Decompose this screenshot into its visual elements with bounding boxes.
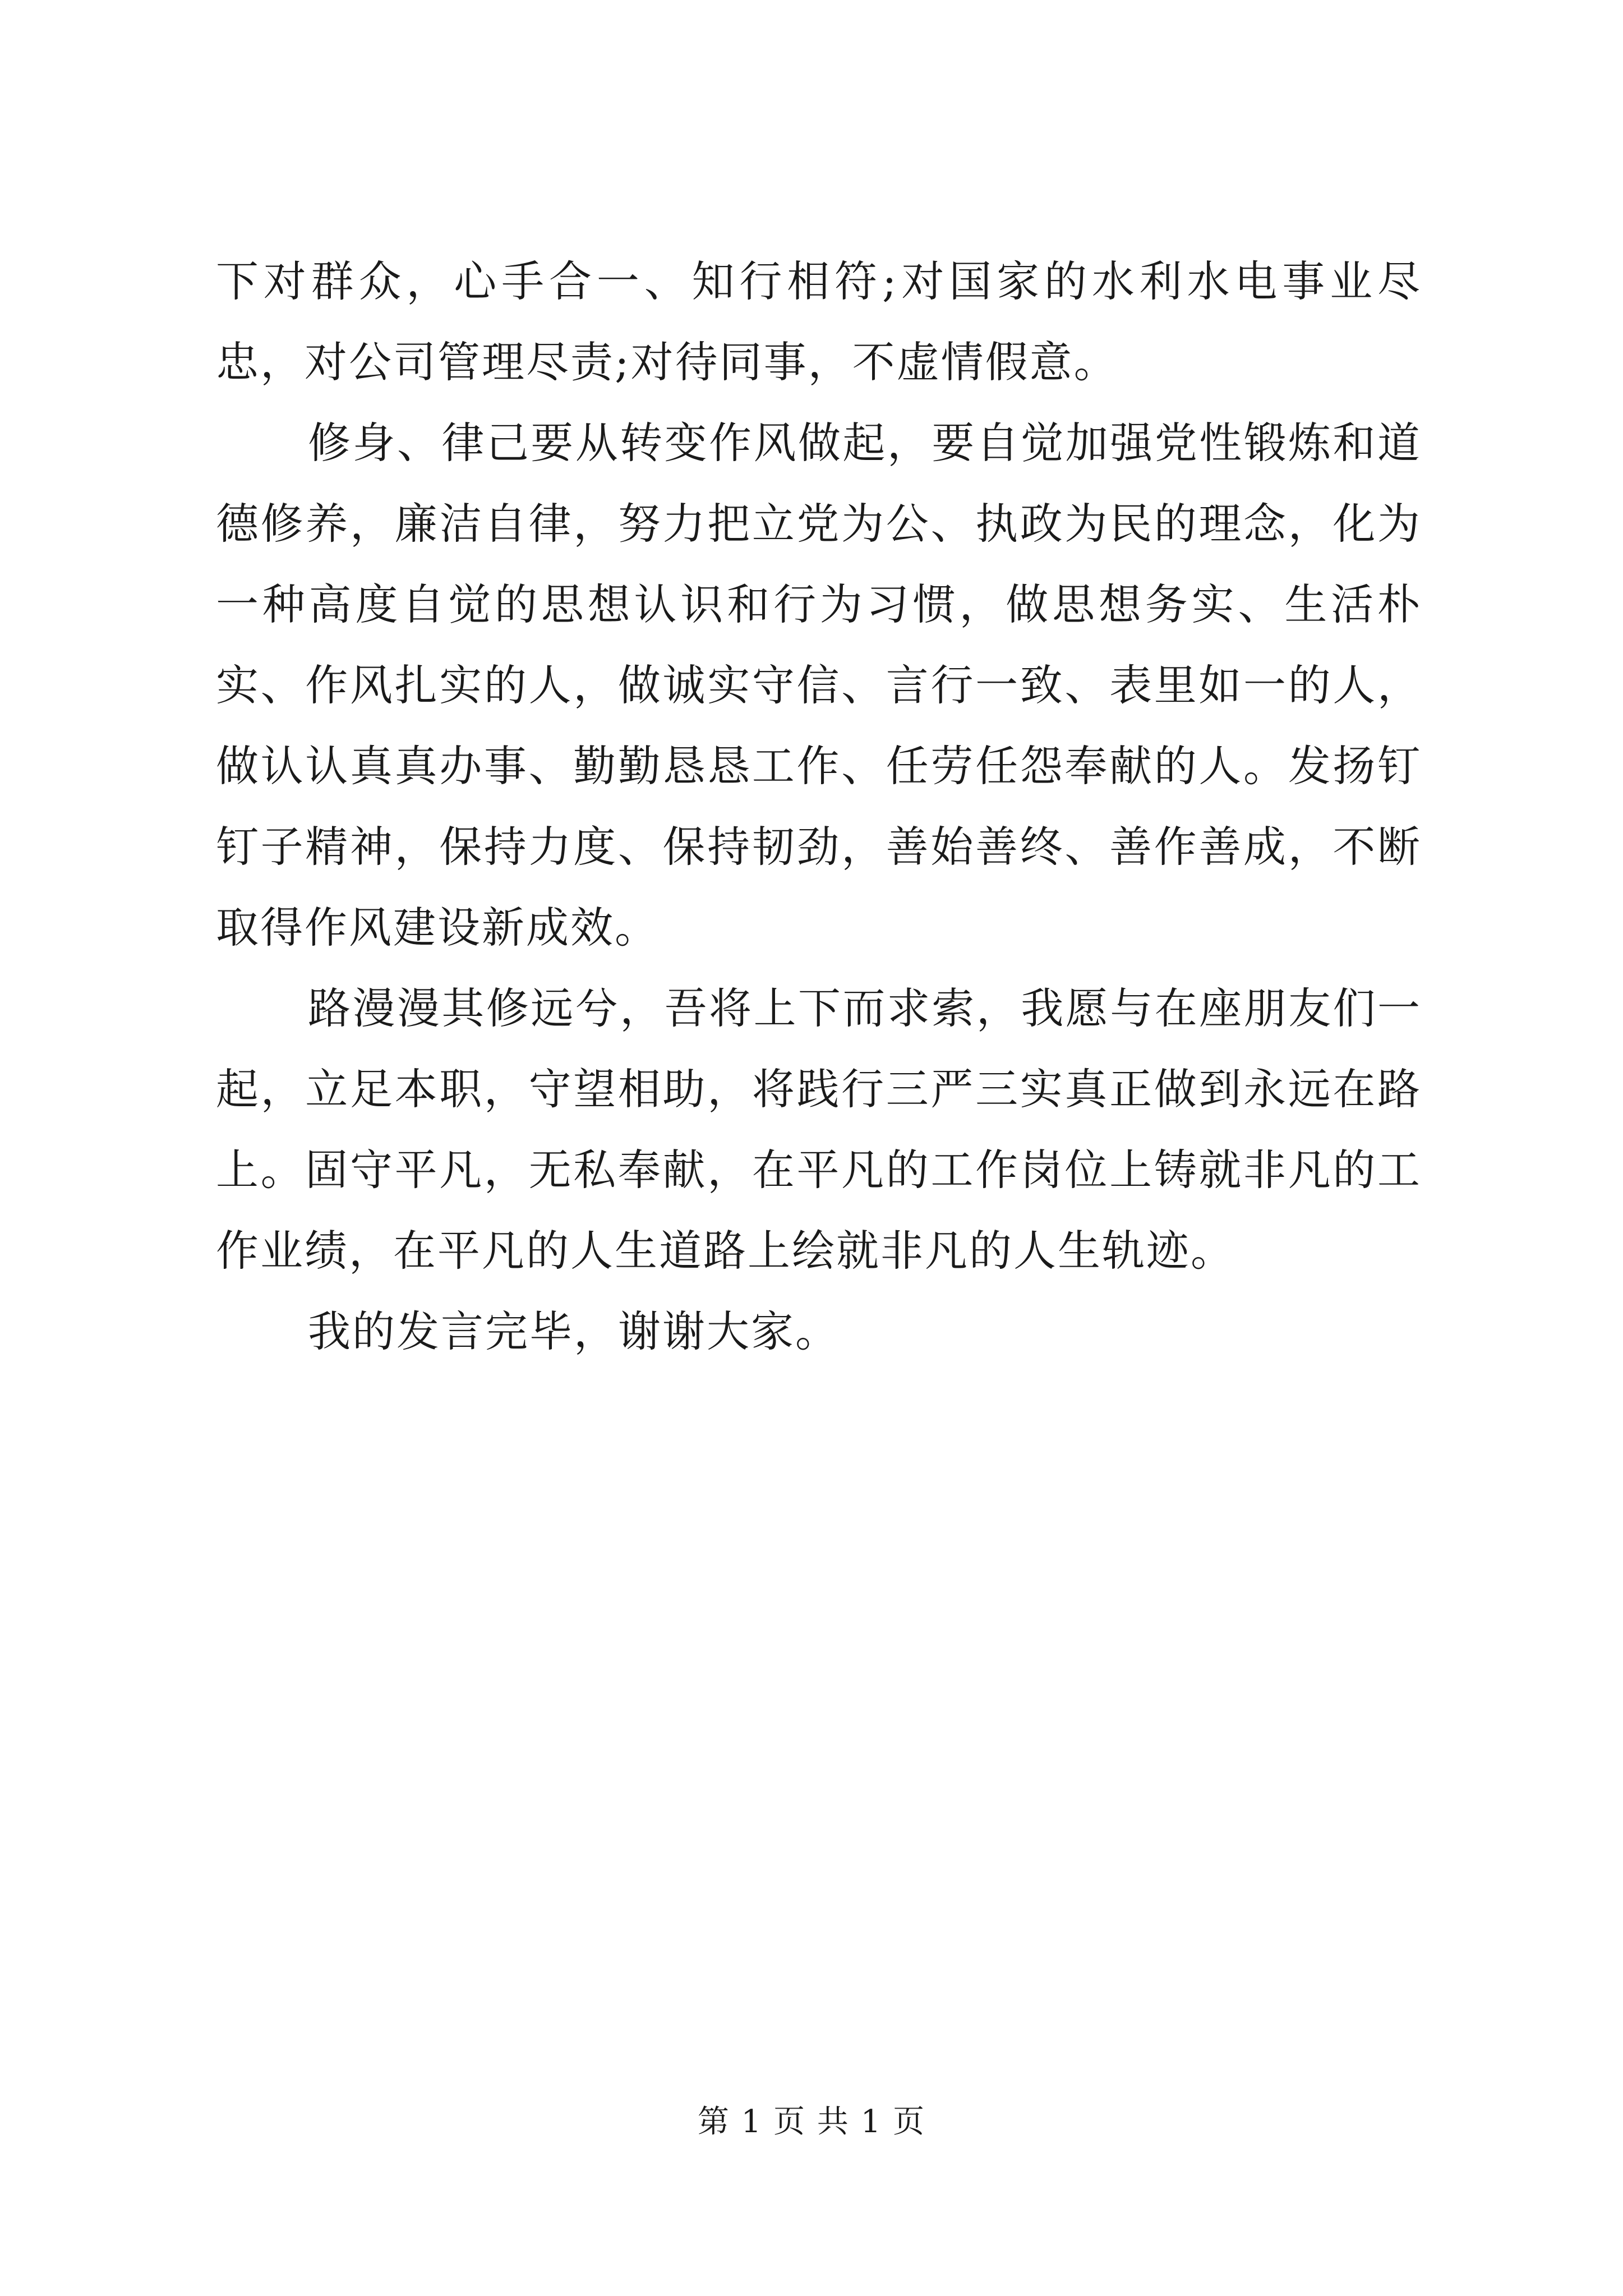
paragraph-1: 下对群众，心手合一、知行相符;对国家的水利水电事业尽忠，对公司管理尽责;对待同事，不虚情假意。 — [216, 256, 1422, 387]
paragraph-3: 路漫漫其修远兮，吾将上下而求索，我愿与在座朋友们一起，立足本职，守望相助，将践行三严三实真正做到永远在路上。固守平凡，无私奉献，在平凡的工作岗位上铸就非凡的工作业绩，在平凡的人生道路上绘就非凡的人生轨迹。 — [216, 983, 1422, 1276]
paragraph-2: 修身、律己要从转变作风做起，要自觉加强党性锻炼和道德修养，廉洁自律，努力把立党为公、执政为民的理念，化为一种高度自觉的思想认识和行为习惯，做思想务实、生活朴实、作风扎实的人，做诚实守信、言行一致、表里如一的人，做认认真真办事、勤勤恳恳工作、任劳任怨奉献的人。发扬钉钉子精神，保持力度、保持韧劲，善始善终、善作善成，不断取得作风建设新成效。 — [216, 418, 1422, 953]
page-number-label: 第 1 页 共 1 页 — [697, 2104, 926, 2140]
page-footer — [0, 2102, 1623, 2142]
document-body — [216, 241, 1422, 1372]
paragraph-4: 我的发言完毕，谢谢大家。 — [308, 1306, 840, 1356]
